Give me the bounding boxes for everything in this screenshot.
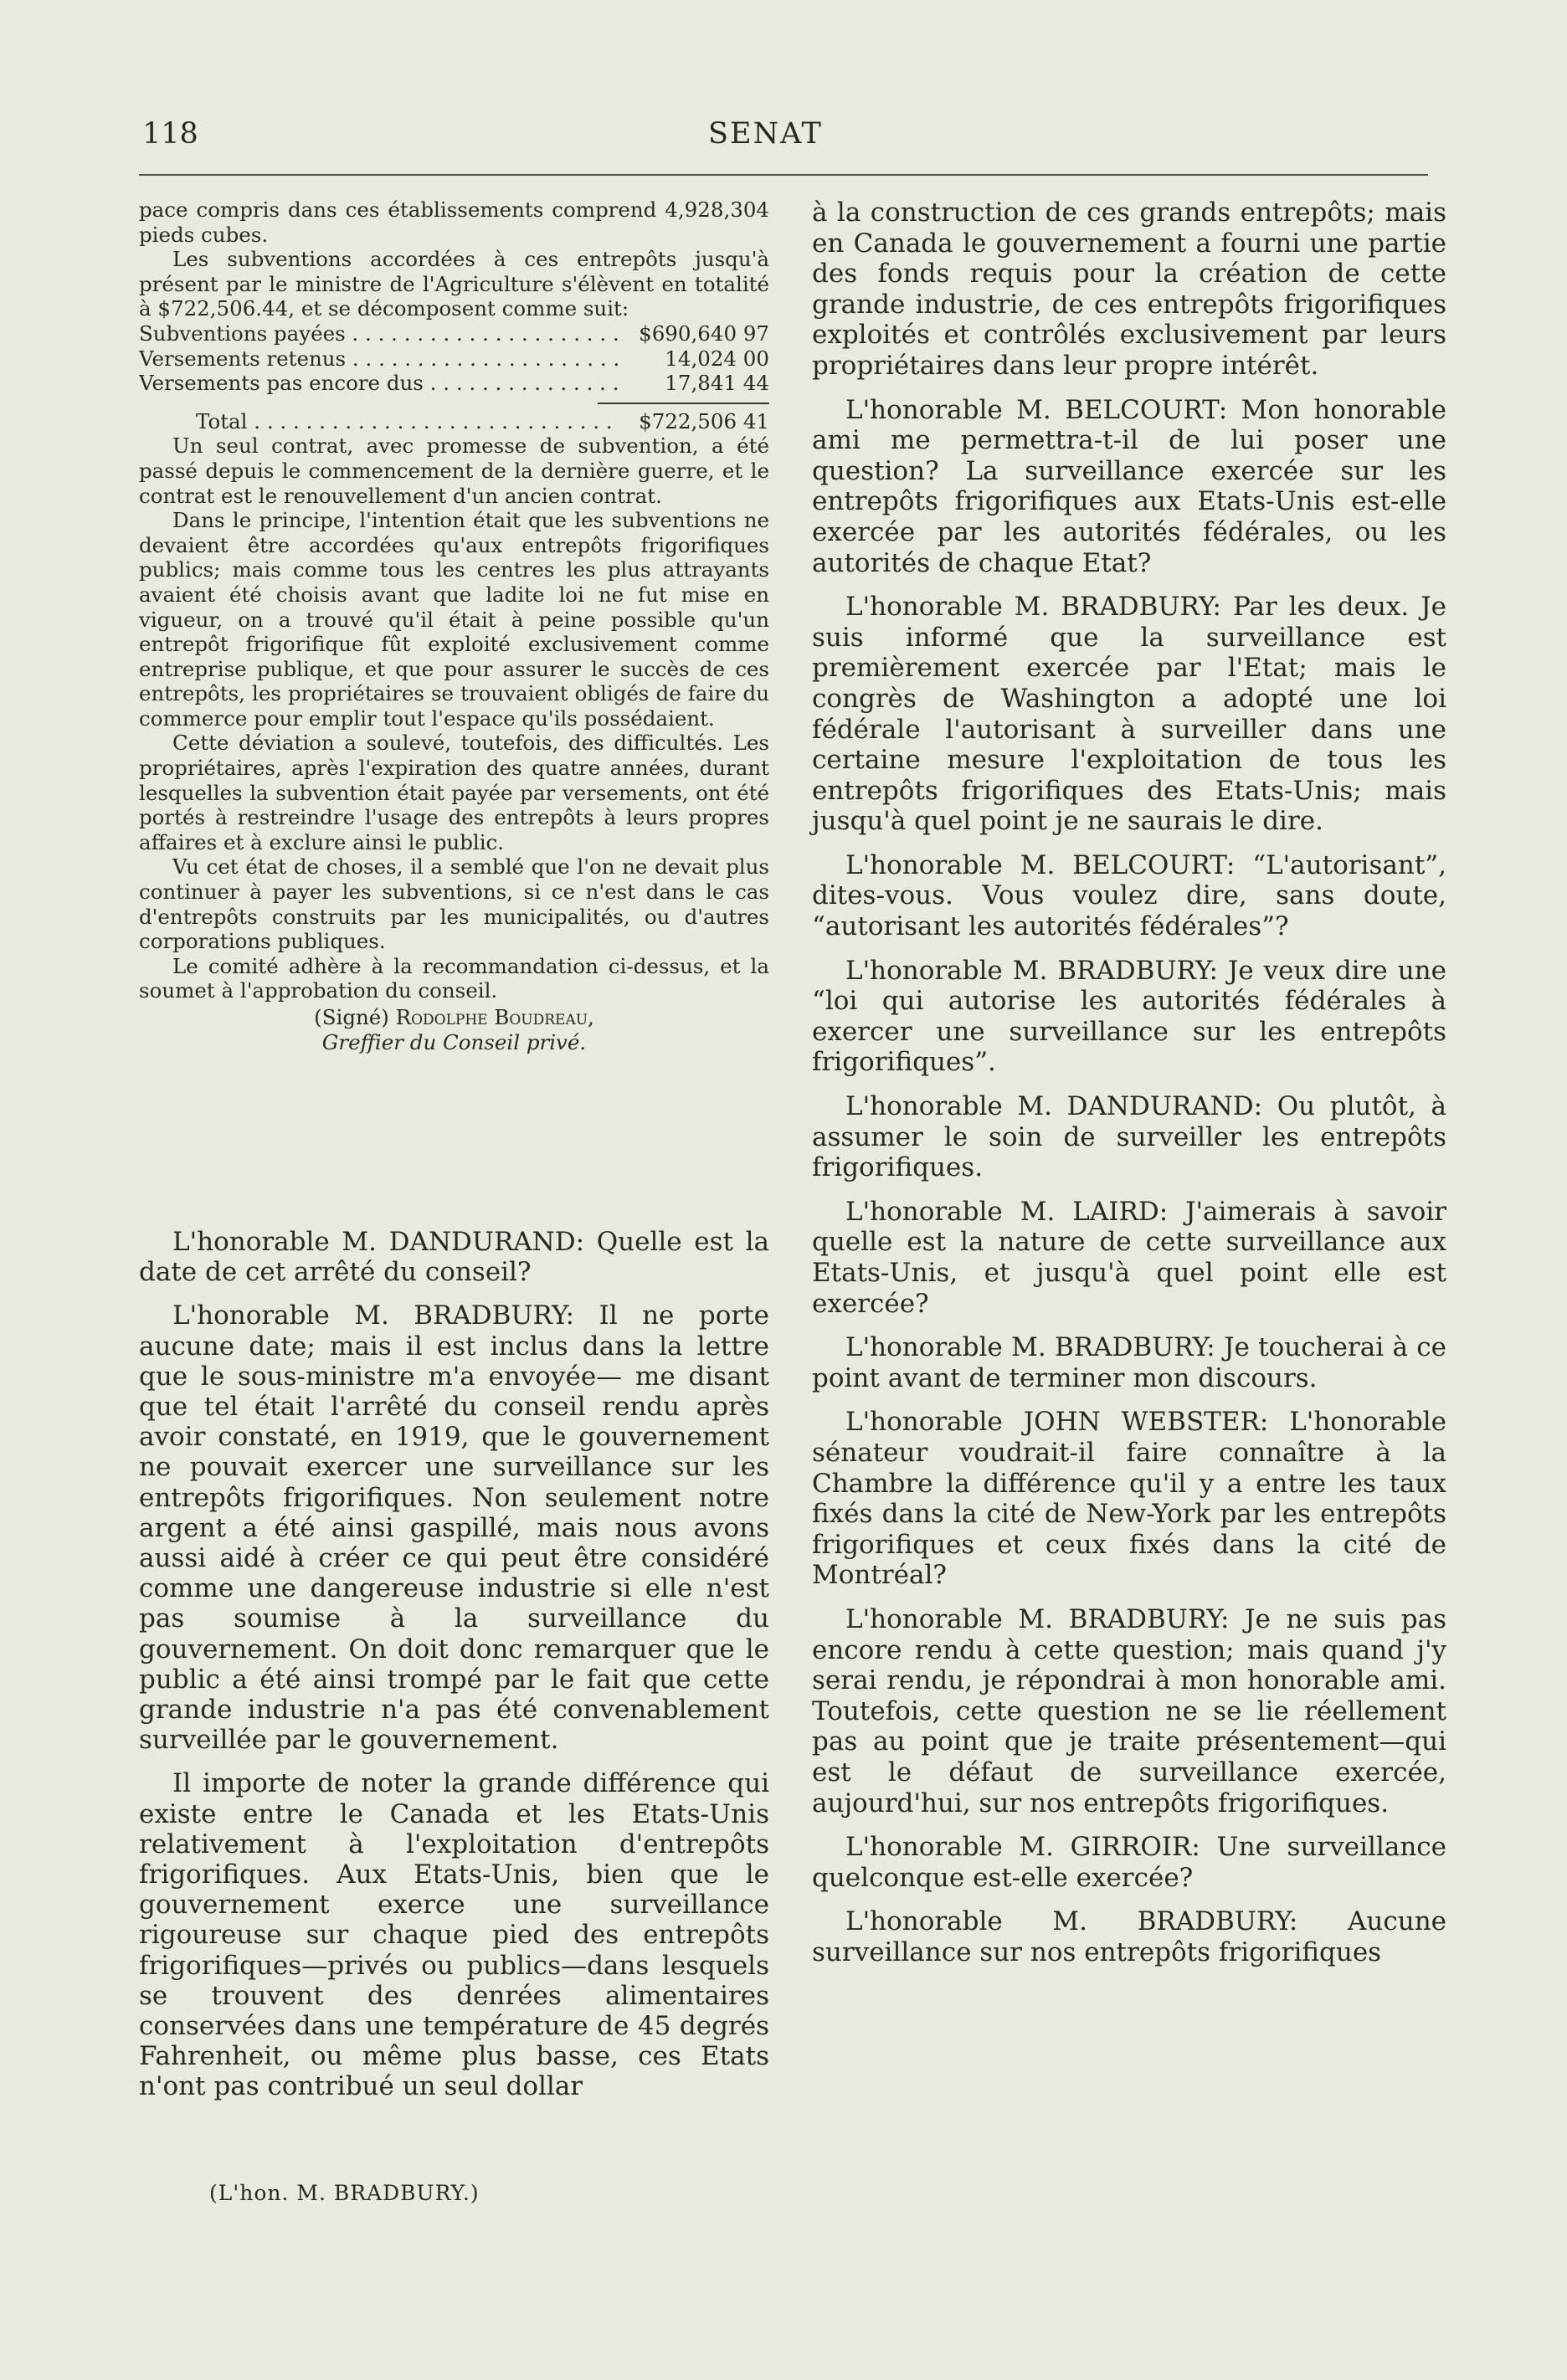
paragraph: L'honorable JOHN WEBSTER: L'honorable sénateur voudrait-il faire connaître à la Chambre la différence qu'il y a entre les taux fixés dans la cité de New-York par les entrepôts frigorifiques et ceux fixés dans la cité de Montréal? bbox=[812, 1407, 1446, 1591]
subsidy-label: Subventions payées . . . bbox=[139, 321, 620, 346]
subsidy-label: Versements retenus . . . bbox=[139, 346, 620, 372]
paragraph: Dans le principe, l'intention était que les subventions ne devaient être accordées qu'aux entrepôts frigorifiques publics; mais comme tous les centres les plus attrayants avaient été choisis avant que ladite loi ne fut mise en vigueur, on a trouvé qu'il était à peine possible qu'un entrepôt frigorifique fût exploité exclusivement comme entreprise publique, et que pour assurer le succès de ces entrepôts, les propriétaires se trouvaient obligés de faire du commerce pour emplir tout l'espace qu'ils possédaient. bbox=[139, 508, 769, 731]
running-head: SENAT bbox=[708, 117, 823, 151]
header-rule bbox=[139, 174, 1428, 176]
paragraph: L'honorable M. BRADBURY: Je ne suis pas encore rendu à cette question; mais quand j'y serai rendu, je répondrai à mon honorable ami. Toutefois, cette question ne se lie réellement pas au point que je traite présentement—qui est le défaut de surveillance exercée, aujourd'hui, sur nos entrepôts frigorifiques. bbox=[812, 1603, 1446, 1818]
paragraph: L'honorable M. BRADBURY: Il ne porte aucune date; mais il est inclus dans la lettre que le sous-ministre m'a envoyée— me disant que tel était l'arrêté du conseil rendu après avoir constaté, en 1919, que le gouvernement ne pouvait exercer une surveillance sur les entrepôts frigorifiques. Non seulement notre argent a été ainsi gaspillé, mais nous avons aussi aidé à créer ce qui peut être considéré comme une dangereuse industrie si elle n'est pas soumise à la surveillance du gouvernement. On doit donc remarquer que le public a été ainsi trompé par le fait que cette grande industrie n'a pas été convenablement surveillée par le gouvernement. bbox=[139, 1300, 769, 1756]
paragraph: L'honorable M. GIRROIR: Une surveillance quelconque est-elle exercée? bbox=[812, 1832, 1446, 1893]
total-amount: $722,506 41 bbox=[639, 408, 769, 433]
paragraph: L'honorable M. BELCOURT: Mon honorable ami me permettra-t-il de lui poser une question? La surveillance exercée sur les entrepôts frigorifiques aux Etats-Unis est-elle exercée par les autorités fédérales, ou les autorités de chaque Etat? bbox=[812, 394, 1446, 578]
committee-report bbox=[139, 197, 769, 1054]
paragraph: L'honorable M. DANDURAND: Ou plutôt, à assumer le soin de surveiller les entrepôts frigorifiques. bbox=[812, 1091, 1446, 1183]
signature-name: Rodolphe Boudreau, bbox=[395, 1005, 594, 1029]
paragraph: Le comité adhère à la recommandation ci-dessus, et la soumet à l'approbation du conseil. bbox=[139, 953, 769, 1003]
paragraph: Les subventions accordées à ces entrepôts jusqu'à présent par le ministre de l'Agriculture s'élèvent en totalité à $722,506.44, et se décomposent comme suit: bbox=[139, 247, 769, 321]
left-debate-column bbox=[139, 1227, 769, 2102]
paragraph: L'honorable M. BRADBURY: Je veux dire une “loi qui autorise les autorités fédérales à exercer une surveillance sur les entrepôts frigorifiques”. bbox=[812, 955, 1446, 1078]
paragraph: L'honorable M. LAIRD: J'aimerais à savoir quelle est la nature de cette surveillance aux Etats-Unis, et jusqu'à quel point elle est exercée? bbox=[812, 1196, 1446, 1319]
paragraph: Vu cet état de choses, il a semblé que l'on ne devait plus continuer à payer les subventions, si ce n'est dans le cas d'entrepôts construits par les municipalités, ou d'autres corporations publiques. bbox=[139, 854, 769, 954]
paragraph: L'honorable M. BRADBURY: Par les deux. Je suis informé que la surveillance est premièrement exercée par l'Etat; mais le congrès de Washington a adopté une loi fédérale l'autorisant à surveiller dans une certaine mesure l'exploitation de tous les entrepôts frigorifiques des Etats-Unis; mais jusqu'à quel point je ne saurais le dire. bbox=[812, 592, 1446, 837]
paragraph: pace compris dans ces établissements comprend 4,928,304 pieds cubes. bbox=[139, 197, 769, 247]
total-label: Total . . . bbox=[196, 409, 620, 434]
paragraph: à la construction de ces grands entrepôts; mais en Canada le gouvernement a fourni une partie des fonds requis pour la création de cette grande industrie, de ces entrepôts frigorifiques exploités et contrôlés exclusivement par leurs propriétaires dans leur propre intérêt. bbox=[812, 197, 1446, 381]
subsidy-amount: 17,841 44 bbox=[665, 371, 769, 396]
subsidy-row bbox=[139, 371, 769, 396]
total-rule bbox=[598, 403, 769, 404]
paragraph: Il importe de noter la grande différence qui existe entre le Canada et les Etats-Unis relativement à l'exploitation d'entrepôts frigorifiques. Aux Etats-Unis, bien que le gouvernement exerce une surveillance rigoureuse sur chaque pied des entrepôts frigorifiques—privés ou publics—dans lesquels se trouvent des denrées alimentaires conservées dans une température de 45 degrés Fahrenheit, ou même plus basse, ces Etats n'ont pas contribué un seul dollar bbox=[139, 1768, 769, 2102]
signature-prefix: (Signé) bbox=[314, 1005, 389, 1029]
right-debate-column bbox=[812, 197, 1446, 1967]
paragraph: Cette déviation a soulevé, toutefois, des difficultés. Les propriétaires, après l'expiration des quatre années, durant lesquelles la subvention était payée par versements, ont été portés à restreindre l'usage des entrepôts à leurs propres affaires et à exclure ainsi le public. bbox=[139, 731, 769, 854]
subsidy-amount: $690,640 97 bbox=[639, 321, 769, 346]
subsidy-row bbox=[139, 346, 769, 372]
page-number: 118 bbox=[142, 117, 198, 151]
subsidy-label: Versements pas encore dus . . . bbox=[139, 371, 620, 396]
paragraph: Un seul contrat, avec promesse de subvention, a été passé depuis le commencement de la dernière guerre, et le contrat est le renouvellement d'un ancien contrat. bbox=[139, 433, 769, 508]
paragraph: L'honorable M. BRADBURY: Je toucherai à ce point avant de terminer mon discours. bbox=[812, 1332, 1446, 1393]
paragraph: L'honorable M. BRADBURY: Aucune surveillance sur nos entrepôts frigorifiques bbox=[812, 1906, 1446, 1967]
signature-line bbox=[139, 1005, 769, 1030]
total-row bbox=[139, 409, 769, 434]
subsidy-amount: 14,024 00 bbox=[665, 346, 769, 371]
speaker-footnote: (L'hon. M. BRADBURY.) bbox=[209, 2181, 480, 2205]
paragraph: L'honorable M. DANDURAND: Quelle est la date de cet arrêté du conseil? bbox=[139, 1227, 769, 1288]
paragraph: L'honorable M. BELCOURT: “L'autorisant”, dites-vous. Vous voulez dire, sans doute, “autorisant les autorités fédérales”? bbox=[812, 849, 1446, 942]
signature-title: Greffier du Conseil privé. bbox=[321, 1029, 587, 1054]
subsidy-row bbox=[139, 321, 769, 346]
